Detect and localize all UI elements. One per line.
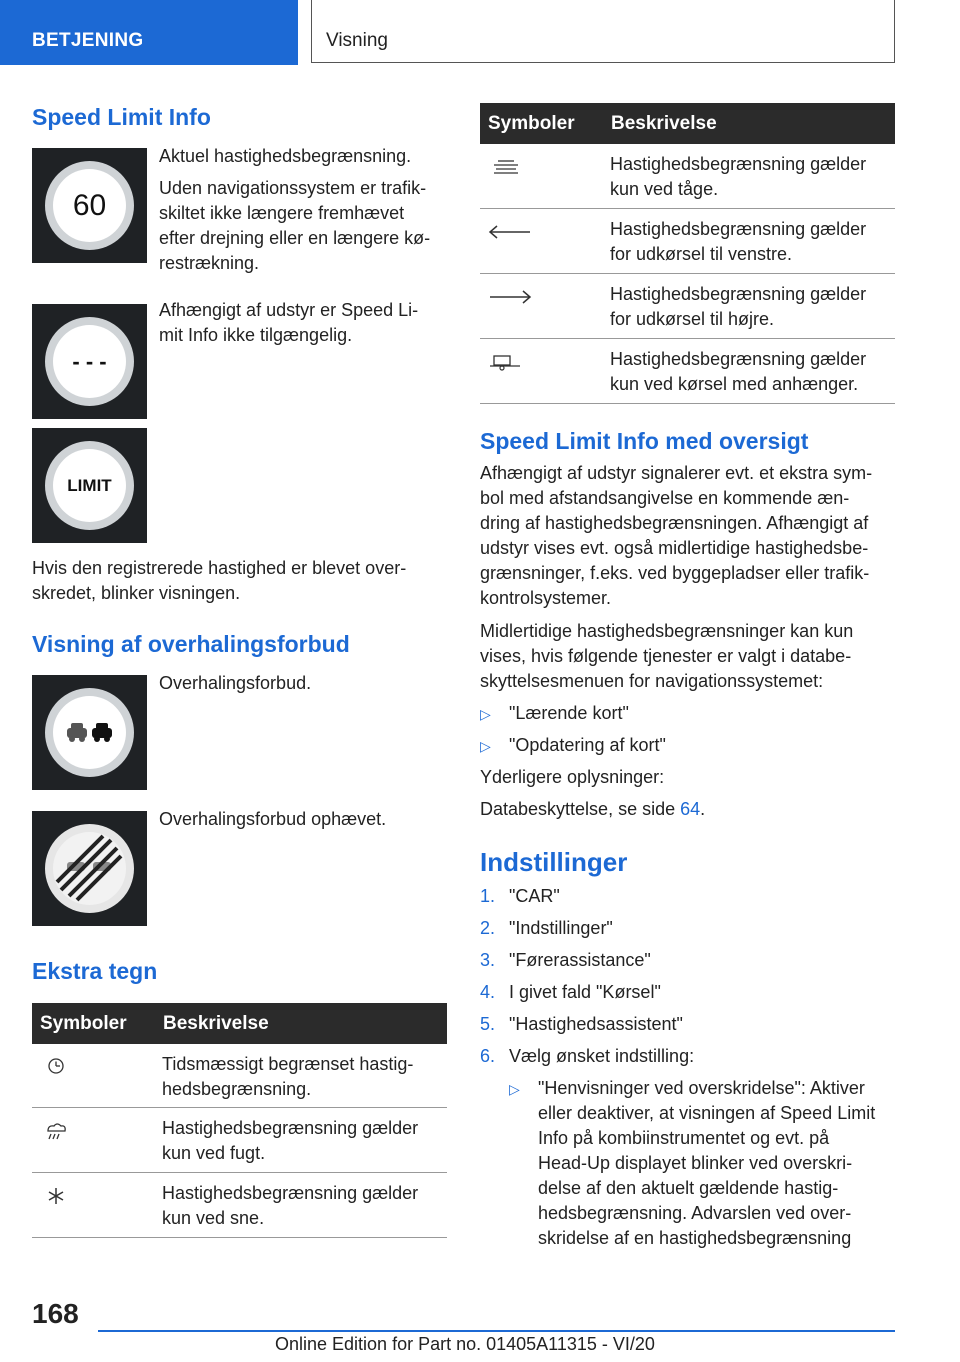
list-item [509, 1076, 520, 1102]
equipment-paragraph: Afhængigt af udstyr er Speed Li- mit Info ikke tilgængelig. [159, 300, 419, 345]
no-overtaking-text: Overhalingsforbud. [159, 673, 312, 693]
snowflake-icon [40, 1187, 76, 1207]
step-text: Vælg ønsket indstilling: [509, 1046, 695, 1066]
sign-60-text: 60 [72, 188, 107, 222]
bullet-triangle-icon: ▷ [480, 738, 491, 754]
rain-icon [40, 1122, 76, 1142]
step-item: 6. [480, 1046, 496, 1066]
sign-limit-text: LIMIT [67, 475, 112, 495]
fog-icon [488, 158, 524, 178]
bullet-text: "Opdatering af kort" [509, 735, 666, 755]
table-row [480, 274, 895, 339]
sign-unavailable-image [32, 304, 147, 419]
current-limit-text: Aktuel hastighedsbegrænsning. [159, 146, 412, 166]
step-item: 4. [480, 982, 496, 1002]
col-symbols: Symboler [40, 1013, 127, 1034]
row-description: Hastighedsbegrænsning gælder kun ved kørsel med anhænger. [610, 349, 867, 394]
bullet-text: "Lærende kort" [509, 703, 629, 723]
trailer-icon [488, 353, 524, 373]
table-row [480, 144, 895, 209]
step-item: 3. [480, 950, 496, 970]
list-item [480, 701, 491, 727]
two-cars-icon [65, 720, 115, 746]
bullet-triangle-icon: ▷ [509, 1081, 520, 1097]
step-text: "Indstillinger" [509, 918, 613, 938]
end-restriction-icon [53, 832, 126, 905]
overview-paragraph: Afhængigt af udstyr signalerer evt. et ekstra sym- bol med afstandsangivelse en kommende æn- dring af hastighedsbegrænsningen. Afhængigt af udstyr vises evt. også midlertidige hastighedsbe- grænsninger, f.eks. ved byggepladser eller trafik- kontrolsystemer. [480, 463, 873, 608]
end-no-overtaking-sign [32, 811, 147, 926]
sign-limit-image [32, 428, 147, 543]
row-description: Hastighedsbegrænsning gælder kun ved sne. [162, 1183, 419, 1228]
col-symbols: Symboler [488, 113, 575, 134]
step-item: 2. [480, 918, 496, 938]
extra-signs-heading: Ekstra tegn [32, 958, 158, 984]
table-row [32, 1044, 447, 1108]
step-text: "Hastighedsassistent" [509, 1014, 683, 1034]
footer-divider [98, 1330, 895, 1332]
arrow-left-icon [488, 223, 532, 243]
overview-heading: Speed Limit Info med oversigt [480, 428, 809, 454]
table-row [32, 1173, 447, 1238]
step-item: 1. [480, 886, 496, 906]
extra-signs-table [32, 1003, 447, 1238]
step-item: 5. [480, 1014, 496, 1034]
page-link[interactable]: 64 [680, 799, 701, 819]
speed-limit-heading: Speed Limit Info [32, 104, 211, 130]
table-header [480, 103, 895, 144]
table-row [480, 209, 895, 274]
section-title: BETJENING [32, 30, 144, 51]
step-text: "CAR" [509, 886, 560, 906]
arrow-right-icon [488, 288, 532, 308]
no-nav-paragraph: Uden navigationssystem er trafik- skiltet ikke længere fremhævet efter drejning eller en længere kø- restrækning. [159, 178, 431, 273]
temporary-limits-paragraph: Midlertidige hastighedsbegrænsninger kan kun vises, hvis følgende tjenester er valgt i databe- skyttelsesmenuen for navigationssystemet: [480, 621, 854, 691]
extra-signs-table-continued [480, 103, 895, 404]
bullet-triangle-icon: ▷ [480, 706, 491, 722]
list-item [480, 733, 491, 759]
privacy-line: Databeskyttelse, se side 64. [480, 799, 706, 819]
more-info-label: Yderligere oplysninger: [480, 767, 665, 787]
row-description: Hastighedsbegrænsning gælder for udkørsel til højre. [610, 284, 867, 329]
row-description: Hastighedsbegrænsning gælder kun ved fugt. [162, 1118, 419, 1163]
settings-heading: Indstillinger [480, 847, 628, 877]
section-tab [0, 0, 298, 65]
row-description: Tidsmæssigt begrænset hastig- hedsbegrænsning. [162, 1054, 414, 1099]
page-number: 168 [32, 1298, 79, 1329]
no-overtaking-sign [32, 675, 147, 790]
clock-icon [40, 1058, 76, 1078]
step-text: I givet fald "Kørsel" [509, 982, 661, 1002]
table-row [480, 339, 895, 404]
exceeded-paragraph: Hvis den registrerede hastighed er blevet over- skredet, blinker visningen. [32, 558, 407, 603]
sign-60-image [32, 148, 147, 263]
overtaking-heading: Visning af overhalingsforbud [32, 631, 350, 657]
sub-option-text: "Henvisninger ved overskridelse": Aktiver eller deaktiver, at visningen af Speed Limit Info på kombiinstrumentet og evt. på Head-Up displayet blinker ved overskri- delse af den aktuelt gældende hastig- hedsbegrænsning. Advarslen ved over- skridelse af en hastighedsbegrænsning [538, 1078, 876, 1248]
edition-text: Online Edition for Part no. 01405A11315 - VI/20 [275, 1334, 655, 1354]
table-row [32, 1108, 447, 1173]
table-header [32, 1003, 447, 1044]
col-description: Beskrivelse [163, 1013, 269, 1034]
sign-dashes-text: - - - [72, 348, 107, 374]
step-text: "Førerassistance" [509, 950, 651, 970]
subsection-box [311, 0, 895, 63]
subsection-title: Visning [326, 30, 388, 51]
row-description: Hastighedsbegrænsning gælder kun ved tåge. [610, 154, 867, 199]
col-description: Beskrivelse [611, 113, 717, 134]
row-description: Hastighedsbegrænsning gælder for udkørsel til venstre. [610, 219, 867, 264]
end-no-overtaking-text: Overhalingsforbud ophævet. [159, 809, 387, 829]
